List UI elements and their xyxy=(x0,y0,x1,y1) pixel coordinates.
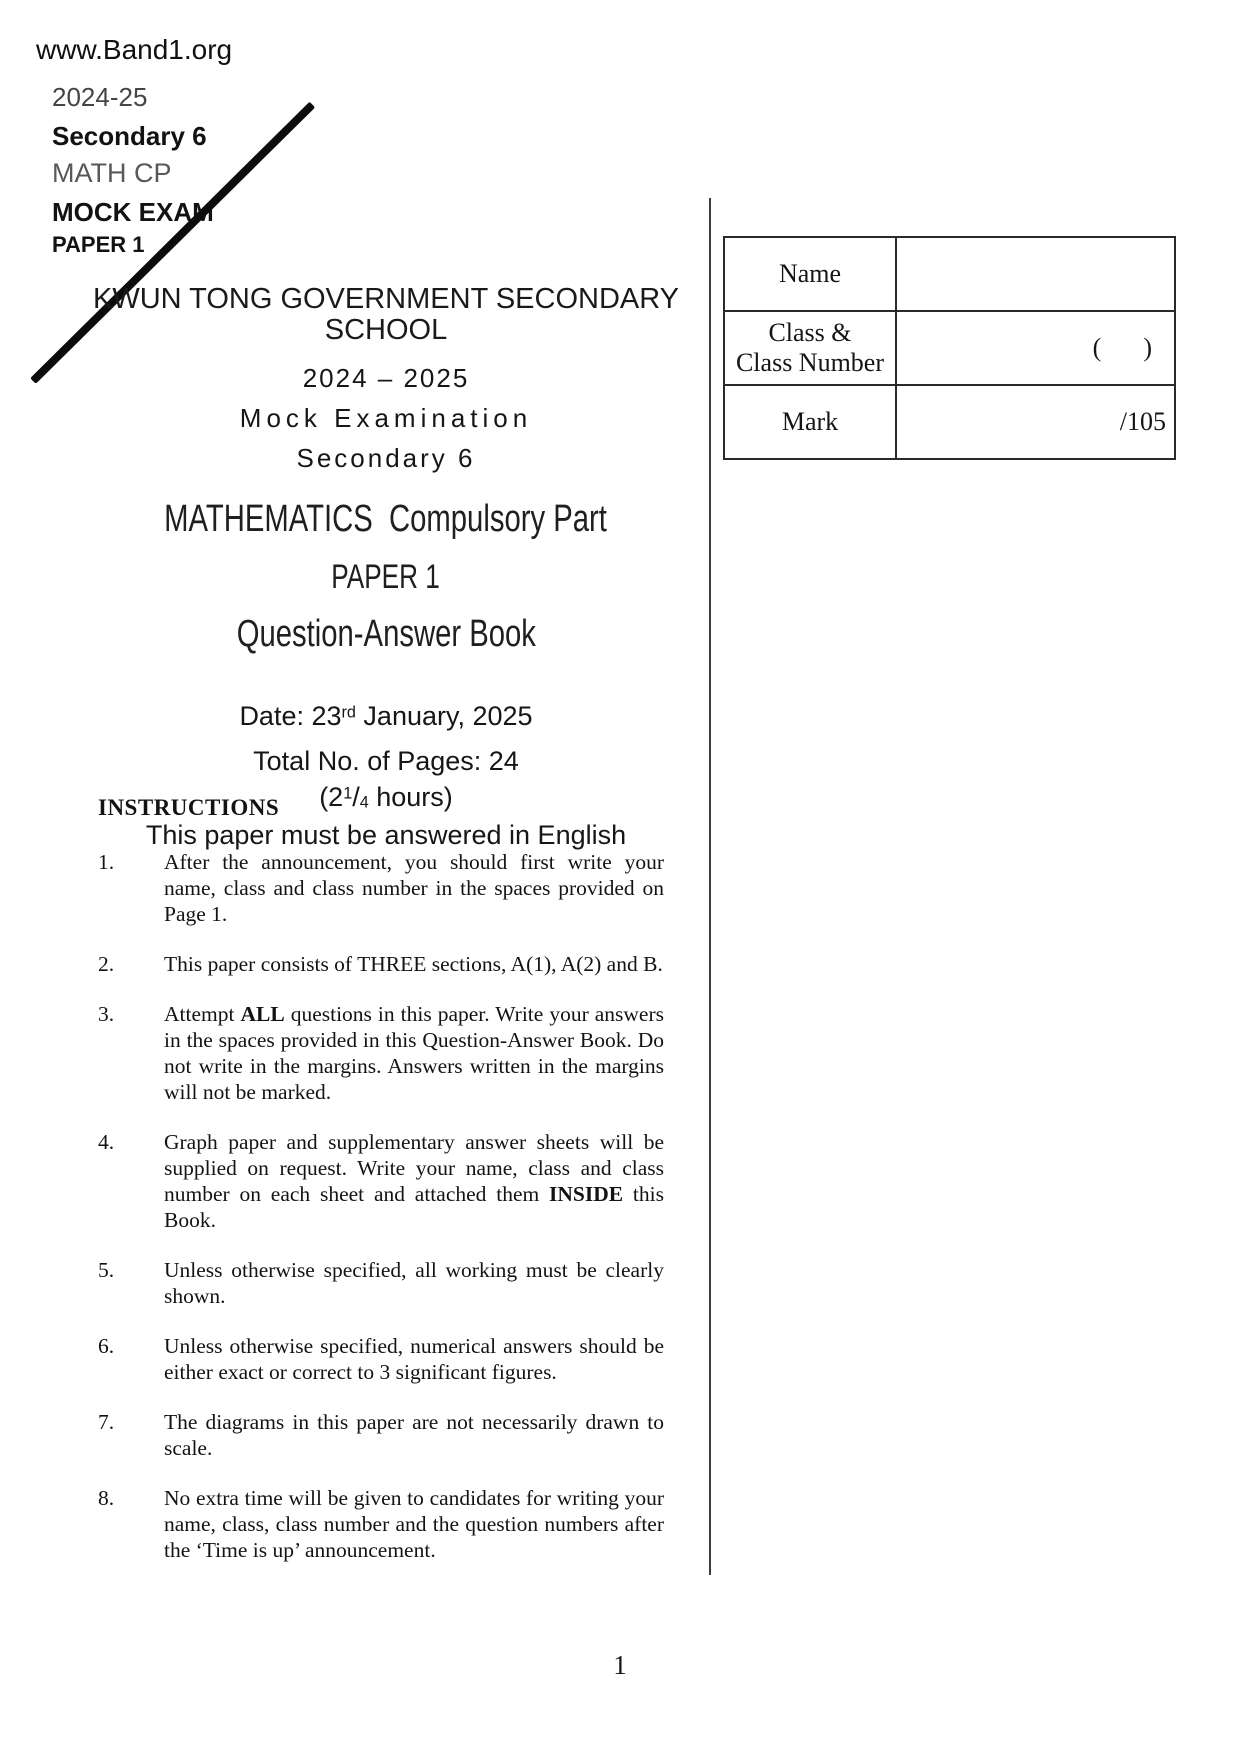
school-name-line1: KWUN TONG GOVERNMENT SECONDARY xyxy=(93,283,679,315)
cover-header xyxy=(64,284,708,851)
subject-title-text: MATHEMATICS Compulsory Part xyxy=(164,498,608,540)
class-label xyxy=(724,311,896,385)
score-table-row-name xyxy=(724,237,1175,311)
instruction-text-segment: No extra time will be given to candidates for writing your name, class, class number and the question numbers after the ‘Time is up’ announcement. xyxy=(164,1486,664,1562)
language-note: This paper must be answered in English xyxy=(145,820,627,850)
exam-name: Mock Examination xyxy=(239,403,533,433)
instruction-number: 6. xyxy=(98,1334,115,1358)
exam-level: Secondary 6 xyxy=(296,443,476,473)
instruction-text-segment: Unless otherwise specified, all working must be clearly shown. xyxy=(164,1258,664,1308)
instruction-item xyxy=(98,849,664,927)
class-label-line1: Class & xyxy=(768,318,852,348)
instruction-text-segment: Unless otherwise specified, numerical answers should be either exact or correct to 3 significant figures. xyxy=(164,1334,664,1384)
corner-paper: PAPER 1 xyxy=(52,232,145,257)
instruction-item xyxy=(98,1129,664,1233)
school-name-line2: SCHOOL xyxy=(324,314,448,346)
margin-separator-rule xyxy=(709,198,711,1575)
page-number: 1 xyxy=(613,1650,627,1680)
class-value-cell[interactable] xyxy=(896,311,1175,385)
exam-date-prefix: Date: 23 xyxy=(239,701,342,731)
book-title-text: Question-Answer Book xyxy=(236,613,536,655)
corner-level: Secondary 6 xyxy=(52,121,207,151)
name-value-cell[interactable] xyxy=(896,237,1175,311)
instruction-text-bold: INSIDE xyxy=(549,1182,624,1206)
book-title xyxy=(64,613,708,656)
instruction-text xyxy=(164,1257,664,1309)
duration-close: hours) xyxy=(368,782,453,812)
instruction-text-segment: The diagrams in this paper are not necessarily drawn to scale. xyxy=(164,1410,664,1460)
subject-title xyxy=(64,498,708,541)
class-paren-open: ( xyxy=(1092,333,1102,362)
instruction-text xyxy=(164,1409,664,1461)
name-label: Name xyxy=(724,237,896,311)
corner-exam: MOCK EXAM xyxy=(52,197,214,227)
instruction-text-segment: this Book. xyxy=(164,1182,664,1232)
instruction-text xyxy=(164,1001,664,1105)
score-table-row-mark xyxy=(724,385,1175,459)
instruction-text-bold: ALL xyxy=(240,1002,285,1026)
instruction-text-segment: After the announcement, you should first write your name, class and class number in the spaces provided on Page 1. xyxy=(164,850,664,926)
duration-slash: / xyxy=(352,782,360,812)
exam-date-suffix: January, 2025 xyxy=(355,701,533,731)
exam-date xyxy=(64,701,708,732)
total-pages: Total No. of Pages: 24 xyxy=(253,746,519,776)
instructions-heading: INSTRUCTIONS xyxy=(98,795,280,820)
instruction-text-segment: Attempt xyxy=(164,1002,241,1026)
mark-label: Mark xyxy=(724,385,896,459)
instruction-number: 2. xyxy=(98,952,115,976)
duration-numerator: 1 xyxy=(343,784,353,803)
instruction-number: 5. xyxy=(98,1258,115,1282)
instruction-number: 4. xyxy=(98,1130,115,1154)
duration-open: (2 xyxy=(319,782,344,812)
instruction-text xyxy=(164,1333,664,1385)
instruction-item xyxy=(98,1333,664,1385)
mark-value-cell[interactable]: /105 xyxy=(896,385,1175,459)
instruction-number: 7. xyxy=(98,1410,115,1434)
instruction-item xyxy=(98,1257,664,1309)
instructions-list xyxy=(98,849,664,1563)
instruction-item xyxy=(98,1485,664,1563)
instruction-text-segment: Graph paper and supplementary answer sheets will be supplied on request. Write your name, class and class number on each sheet and attached them xyxy=(164,1130,664,1206)
corner-subject: MATH CP xyxy=(52,158,172,188)
instruction-item xyxy=(98,1001,664,1105)
paper-title xyxy=(64,558,708,597)
score-table-row-class xyxy=(724,311,1175,385)
instruction-item xyxy=(98,1409,664,1461)
instruction-item xyxy=(98,951,664,977)
instruction-text xyxy=(164,849,664,927)
instruction-text xyxy=(164,951,664,977)
paper-title-text: PAPER 1 xyxy=(331,558,441,596)
instruction-text-segment: questions in this paper. Write your answers in the spaces provided in this Question-Answer Book. Do not write in the margins. Answers written in the margins will not be marked. xyxy=(164,1002,664,1104)
exam-years: 2024 – 2025 xyxy=(302,363,470,393)
class-label-line2: Class Number xyxy=(735,348,885,377)
exam-date-ordinal: rd xyxy=(341,703,356,722)
instruction-text-segment: This paper consists of THREE sections, A(1), A(2) and B. xyxy=(164,952,663,976)
class-paren-close: ) xyxy=(1143,333,1152,362)
instructions-section xyxy=(98,795,664,1587)
corner-year: 2024-25 xyxy=(52,82,148,112)
site-url: www.Band1.org xyxy=(36,34,233,65)
score-table xyxy=(723,236,1176,460)
instruction-text xyxy=(164,1485,664,1563)
instruction-number: 3. xyxy=(98,1002,115,1026)
instruction-number: 1. xyxy=(98,850,115,874)
instruction-text xyxy=(164,1129,664,1233)
duration-denominator: 4 xyxy=(359,793,369,812)
instruction-number: 8. xyxy=(98,1486,115,1510)
